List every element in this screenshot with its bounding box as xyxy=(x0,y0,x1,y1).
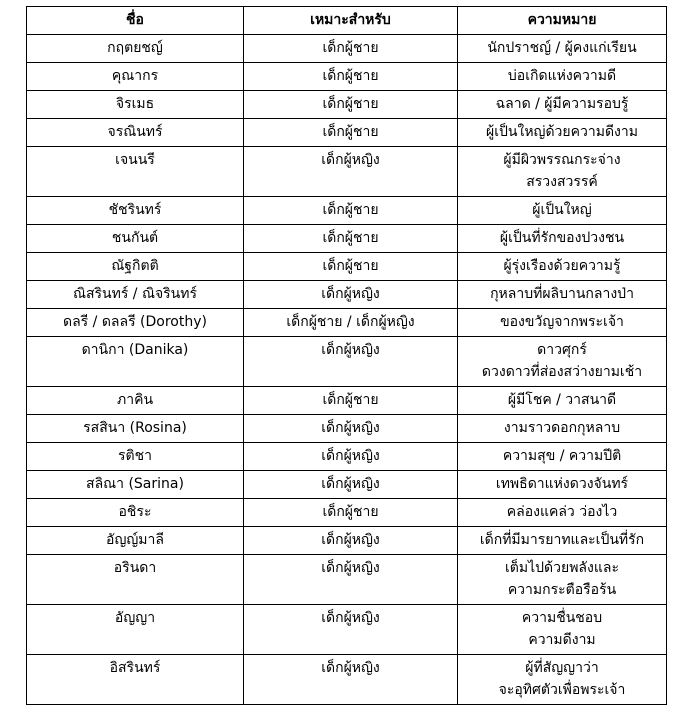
meaning-line: บ่อเกิดแห่งความดี xyxy=(507,68,617,84)
cell-suitable-for: เด็กผู้ชาย xyxy=(244,63,458,91)
meaning-line: ความชื่นชอบ xyxy=(521,610,603,626)
cell-suitable-for: เด็กผู้หญิง xyxy=(244,655,458,705)
cell-name: เจนนรี xyxy=(27,147,244,197)
cell-name: ชัชรินทร์ xyxy=(27,197,244,225)
table-row xyxy=(27,119,667,147)
meaning-line: ดวงดาวที่ส่องสว่างยามเช้า xyxy=(481,364,643,380)
meaning-line: นักปราชญ์ / ผู้คงแก่เรียน xyxy=(487,40,637,56)
cell-suitable-for: เด็กผู้ชาย xyxy=(244,119,458,147)
table-row xyxy=(27,225,667,253)
cell-meaning xyxy=(458,443,667,471)
meaning-line: ผู้ที่สัญญาว่า xyxy=(525,660,599,676)
meaning-line: เด็กที่มีมารยาทและเป็นที่รัก xyxy=(479,532,645,548)
cell-meaning xyxy=(458,147,667,197)
meaning-line: เทพธิดาแห่งดวงจันทร์ xyxy=(495,476,629,492)
meaning-line: ผู้มีผิวพรรณกระจ่าง xyxy=(503,152,621,168)
cell-suitable-for: เด็กผู้ชาย xyxy=(244,91,458,119)
cell-meaning xyxy=(458,387,667,415)
table-body xyxy=(27,35,667,705)
cell-name: อัญญ์มาลี xyxy=(27,527,244,555)
cell-meaning xyxy=(458,197,667,225)
cell-suitable-for: เด็กผู้หญิง xyxy=(244,555,458,605)
cell-meaning xyxy=(458,309,667,337)
header-meaning: ความหมาย xyxy=(458,7,667,35)
table-row xyxy=(27,555,667,605)
table-row xyxy=(27,527,667,555)
table-row xyxy=(27,471,667,499)
meaning-line: งามราวดอกกุหลาบ xyxy=(503,420,621,436)
cell-name: ณัฐกิตติ xyxy=(27,253,244,281)
header-name: ชื่อ xyxy=(27,7,244,35)
cell-suitable-for: เด็กผู้ชาย xyxy=(244,499,458,527)
meaning-line: ความดีงาม xyxy=(528,632,596,648)
cell-meaning xyxy=(458,499,667,527)
meaning-line: กุหลาบที่ผลิบานกลางป่า xyxy=(490,286,634,302)
header-row xyxy=(27,7,667,35)
cell-name: ดลรี / ดลลรี (Dorothy) xyxy=(27,309,244,337)
cell-suitable-for: เด็กผู้หญิง xyxy=(244,337,458,387)
meaning-line: ความกระตือรือร้น xyxy=(507,582,617,598)
cell-suitable-for: เด็กผู้หญิง xyxy=(244,605,458,655)
cell-name: จิรเมธ xyxy=(27,91,244,119)
cell-meaning xyxy=(458,337,667,387)
cell-name: คุณากร xyxy=(27,63,244,91)
meaning-line: ของขวัญจากพระเจ้า xyxy=(500,314,624,330)
header-suitable-for: เหมาะสำหรับ xyxy=(244,7,458,35)
cell-suitable-for: เด็กผู้ชาย / เด็กผู้หญิง xyxy=(244,309,458,337)
cell-meaning xyxy=(458,471,667,499)
meaning-line: คล่องแคล่ว ว่องไว xyxy=(506,504,618,520)
cell-meaning xyxy=(458,655,667,705)
table-row xyxy=(27,387,667,415)
table-row xyxy=(27,337,667,387)
cell-suitable-for: เด็กผู้ชาย xyxy=(244,35,458,63)
meaning-line: ผู้เป็นที่รักของปวงชน xyxy=(499,230,625,246)
cell-meaning xyxy=(458,63,667,91)
table-row xyxy=(27,655,667,705)
cell-suitable-for: เด็กผู้หญิง xyxy=(244,471,458,499)
table-row xyxy=(27,605,667,655)
cell-meaning xyxy=(458,225,667,253)
meaning-line: ดาวศุกร์ xyxy=(537,342,587,358)
cell-meaning xyxy=(458,415,667,443)
table-row xyxy=(27,147,667,197)
cell-name: ดานิกา (Danika) xyxy=(27,337,244,387)
meaning-line: สรวงสวรรค์ xyxy=(526,174,598,190)
table-row xyxy=(27,253,667,281)
cell-name: อชิระ xyxy=(27,499,244,527)
table-row xyxy=(27,35,667,63)
cell-name: ชนกันต์ xyxy=(27,225,244,253)
meaning-line: ผู้มีโชค / วาสนาดี xyxy=(507,392,617,408)
cell-name: รติชา xyxy=(27,443,244,471)
cell-suitable-for: เด็กผู้หญิง xyxy=(244,281,458,309)
cell-suitable-for: เด็กผู้ชาย xyxy=(244,253,458,281)
cell-suitable-for: เด็กผู้หญิง xyxy=(244,443,458,471)
table-row xyxy=(27,197,667,225)
cell-meaning xyxy=(458,253,667,281)
cell-meaning xyxy=(458,91,667,119)
table-row xyxy=(27,281,667,309)
table-row xyxy=(27,499,667,527)
cell-meaning xyxy=(458,555,667,605)
cell-meaning xyxy=(458,281,667,309)
cell-name: สลิณา (Sarina) xyxy=(27,471,244,499)
cell-name: ณิสรินทร์ / ณิจรินทร์ xyxy=(27,281,244,309)
meaning-line: ผู้เป็นใหญ่ xyxy=(532,202,592,218)
meaning-line: ผู้เป็นใหญ่ด้วยความดีงาม xyxy=(486,124,638,140)
meaning-line: ผู้รุ่งเรืองด้วยความรู้ xyxy=(503,258,621,274)
cell-name: อรินดา xyxy=(27,555,244,605)
cell-suitable-for: เด็กผู้ชาย xyxy=(244,225,458,253)
cell-suitable-for: เด็กผู้ชาย xyxy=(244,387,458,415)
cell-suitable-for: เด็กผู้หญิง xyxy=(244,527,458,555)
table-row xyxy=(27,63,667,91)
names-table-container xyxy=(26,6,666,705)
table-row xyxy=(27,415,667,443)
cell-name: อัญญา xyxy=(27,605,244,655)
meaning-line: เต็มไปด้วยพลังและ xyxy=(505,560,619,576)
table-row xyxy=(27,309,667,337)
cell-suitable-for: เด็กผู้หญิง xyxy=(244,415,458,443)
cell-meaning xyxy=(458,35,667,63)
cell-name: จรณินทร์ xyxy=(27,119,244,147)
cell-name: รสสินา (Rosina) xyxy=(27,415,244,443)
table-header xyxy=(27,7,667,35)
meaning-line: ความสุข / ความปีติ xyxy=(502,448,622,464)
cell-name: กฤตยชญ์ xyxy=(27,35,244,63)
cell-meaning xyxy=(458,527,667,555)
meaning-line: ฉลาด / ผู้มีความรอบรู้ xyxy=(495,96,629,112)
cell-meaning xyxy=(458,119,667,147)
meaning-line: จะอุทิศตัวเพื่อพระเจ้า xyxy=(498,682,626,698)
cell-name: ภาคิน xyxy=(27,387,244,415)
cell-meaning xyxy=(458,605,667,655)
cell-suitable-for: เด็กผู้หญิง xyxy=(244,147,458,197)
table-row xyxy=(27,91,667,119)
table-row xyxy=(27,443,667,471)
cell-suitable-for: เด็กผู้ชาย xyxy=(244,197,458,225)
cell-name: อิสรินทร์ xyxy=(27,655,244,705)
names-table xyxy=(26,6,667,705)
